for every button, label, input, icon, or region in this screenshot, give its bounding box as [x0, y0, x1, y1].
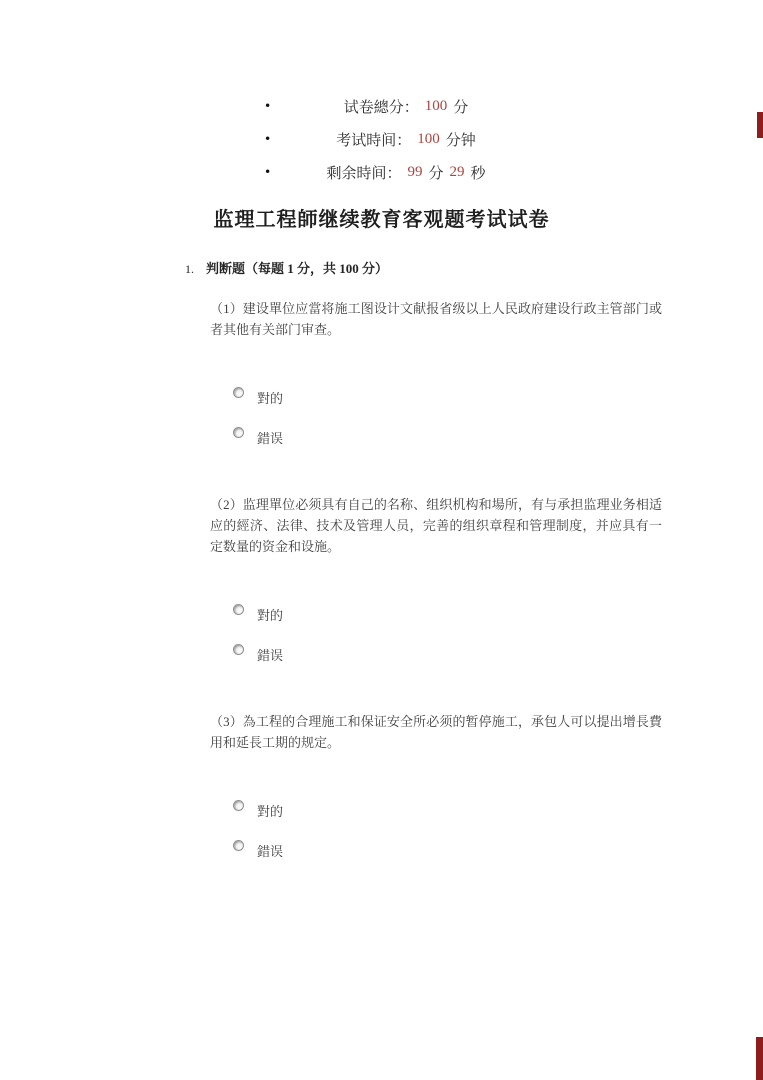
- option-row: [233, 603, 662, 621]
- option-label[interactable]: 對的: [257, 804, 284, 819]
- radio-option-wrong[interactable]: [233, 644, 244, 655]
- edge-marker-bottom: [756, 1037, 763, 1080]
- info-label: 考试時间：: [336, 133, 412, 149]
- info-value: 29: [449, 164, 465, 180]
- section-number: 1.: [185, 262, 194, 276]
- radio-option-correct[interactable]: [233, 387, 244, 398]
- exam-info-item: [265, 90, 547, 123]
- option-label[interactable]: 錯误: [257, 431, 284, 446]
- exam-title: 监理工程師继续教育客观题考试试卷: [213, 209, 550, 231]
- option-row: [233, 643, 662, 661]
- radio-option-wrong[interactable]: [233, 427, 244, 438]
- question-text: （2）监理單位必须具有自己的名称、组织机构和場所，有与承担监理业务相适应的經济、法律、技术及管理人员，完善的组织章程和管理制度，并应具有一定数量的资金和设施。: [210, 497, 662, 554]
- info-label: 剩余時间：: [326, 166, 402, 182]
- option-row: [233, 839, 662, 857]
- option-label[interactable]: 對的: [257, 391, 284, 406]
- edge-marker-top: [757, 112, 763, 138]
- option-row: [233, 426, 662, 444]
- question-block: [210, 711, 662, 857]
- question-list: [210, 298, 662, 907]
- section-title: 判断题（每题 1 分，共 100 分）: [206, 261, 389, 276]
- info-label: 秒: [470, 166, 486, 182]
- info-value: 99: [407, 164, 423, 180]
- bullet-icon: •: [265, 98, 271, 114]
- option-row: [233, 386, 662, 404]
- question-block: [210, 494, 662, 661]
- info-label: 分: [453, 100, 469, 116]
- info-value: 100: [424, 98, 448, 114]
- section-heading: [185, 258, 388, 277]
- info-label: 分: [428, 166, 444, 182]
- bullet-icon: •: [265, 164, 271, 180]
- info-label: 试卷總分：: [343, 100, 419, 116]
- info-value: 100: [417, 131, 440, 147]
- exam-info-item: [265, 156, 547, 189]
- radio-option-wrong[interactable]: [233, 840, 244, 851]
- option-label[interactable]: 錯误: [257, 648, 284, 663]
- radio-option-correct[interactable]: [233, 800, 244, 811]
- info-label: 分钟: [445, 133, 476, 149]
- question-text: （3）為工程的合理施工和保证安全所必须的暂停施工，承包人可以提出增長費用和延長工期的规定。: [210, 714, 662, 750]
- option-row: [233, 799, 662, 817]
- exam-info-list: [265, 90, 547, 189]
- radio-option-correct[interactable]: [233, 604, 244, 615]
- option-label[interactable]: 對的: [257, 608, 284, 623]
- question-block: [210, 298, 662, 444]
- bullet-icon: •: [265, 131, 271, 147]
- option-label[interactable]: 錯误: [257, 844, 284, 859]
- exam-info-item: [265, 123, 547, 156]
- question-text: （1）建设單位应當将施工图设计文献报省级以上人民政府建设行政主管部门或者其他有关部门审查。: [210, 301, 662, 337]
